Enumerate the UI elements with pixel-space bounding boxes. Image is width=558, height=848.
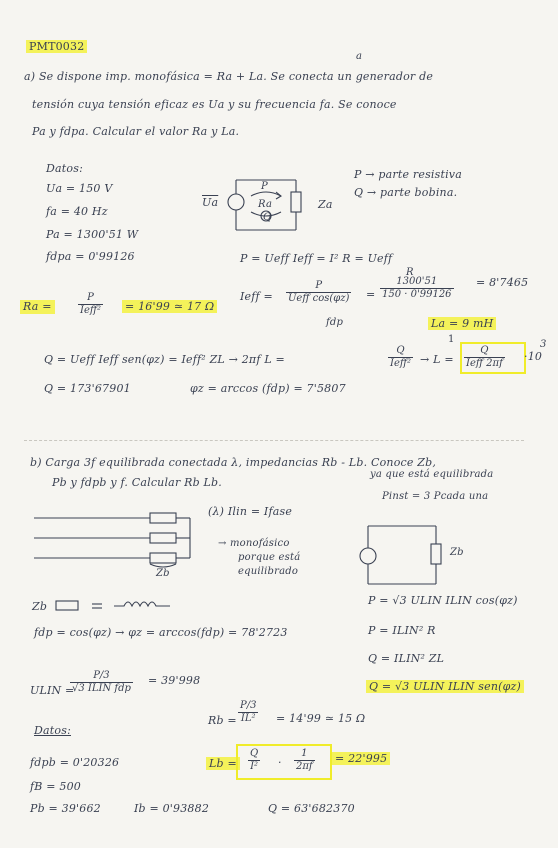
part-b-datos-title: Datos: xyxy=(34,724,71,737)
part-a-statement-line-3: Pa y fdpa. Calcular el valor Ra y La. xyxy=(32,125,240,138)
lb-highlight-box xyxy=(236,744,332,780)
datos-pa: Pa = 1300'51 W xyxy=(46,228,139,241)
part-b-note-equilibrada: ya que está equilibrada xyxy=(370,469,494,480)
ieff-numeric-denominator: 150 · 0'99126 xyxy=(382,289,452,300)
ib-value: Ib = 0'93882 xyxy=(134,802,210,815)
circuit-a-source-label: $\overline{Ua}$ xyxy=(202,196,219,209)
ieff-lhs: Ieff = xyxy=(240,290,273,303)
datos-ua: Ua = 150 V xyxy=(46,182,113,195)
phi-equation: φz = arccos (fdp) = 7'5807 xyxy=(190,382,346,395)
three-phase-load-diagram xyxy=(34,510,234,580)
q-denominator: Ieff² xyxy=(390,358,411,369)
rb-result: = 14'99 ≃ 15 Ω xyxy=(276,712,366,725)
lb-result: = 22'995 xyxy=(332,752,390,765)
q-equation: Q = Ueff Ieff sen(φz) = Ieff² ZL → 2πf L = xyxy=(44,353,285,366)
circuit-a-q-label: Q xyxy=(263,212,272,223)
equals-sign: = xyxy=(366,288,376,301)
part-a-datos-title: Datos: xyxy=(46,162,83,175)
datos-fdpa: fdpa = 0'99126 xyxy=(46,250,135,263)
section-separator xyxy=(24,440,524,441)
rb-numerator: P/3 xyxy=(240,700,257,711)
l-exponent-base: ·10 xyxy=(524,350,543,363)
circuit-a-p-label: P xyxy=(261,181,268,192)
p-i2r-equation: P = ILIN² R xyxy=(368,624,436,637)
rb-fraction xyxy=(238,700,258,725)
ieff-fraction xyxy=(286,280,351,305)
ra-denominator: Ieff² xyxy=(80,305,101,316)
ulin-numerator: P/3 xyxy=(70,670,133,683)
datos-pb: Pb = 39'662 xyxy=(30,802,101,815)
l-numerator: Q xyxy=(464,345,505,358)
q-over-ieff2-fraction xyxy=(388,345,413,370)
zb-symbol-graphic xyxy=(56,600,216,614)
circuit-b-diagram xyxy=(354,520,444,590)
la-result: La = 9 mH xyxy=(428,317,496,330)
q-total-equation: Q = √3 ULIN ILIN sen(φz) xyxy=(366,680,524,693)
monofasico-line-3: equilibrado xyxy=(238,566,299,577)
rb-lhs: Rb = xyxy=(208,714,237,727)
ra-numerator: P xyxy=(78,292,103,305)
l-mark: 1 xyxy=(448,334,455,345)
circuit-a-ra-label: Ra xyxy=(258,199,273,210)
q-value: Q = 173'67901 xyxy=(44,382,131,395)
part-a-statement-line-2: tensión cuya tensión eficaz es Ua y su frecuencia fa. Se conoce xyxy=(32,98,397,111)
note-p-resistiva: P → parte resistiva xyxy=(354,168,462,181)
l-denominator: Ieff 2πf xyxy=(466,358,503,369)
part-b-statement-line-2: Pb y fdpb y f. Calcular Rb Lb. xyxy=(52,476,222,489)
ieff-numerator: P xyxy=(286,280,351,293)
ra-result: = 16'99 ≃ 17 Ω xyxy=(122,300,217,313)
ulin-lhs: ULIN = xyxy=(30,684,75,697)
ieff-numeric-fraction xyxy=(380,276,454,301)
power-equation-denominator: R xyxy=(406,267,414,278)
circuit-b-load-label: Zb xyxy=(450,547,464,558)
l-lhs: → L = xyxy=(420,353,454,366)
iline-equation: (λ) Ilin = Ifase xyxy=(208,505,293,518)
monofasico-line-2: porque está xyxy=(238,552,301,563)
insertion-mark: a xyxy=(356,51,363,62)
l-exponent: 3 xyxy=(540,339,547,350)
three-phase-zb-label: Zb xyxy=(156,568,170,579)
lb-numerator-1: Q xyxy=(250,748,259,759)
ieff-numeric-numerator: 1300'51 xyxy=(380,276,454,289)
fdp-equation: fdp = cos(φz) → φz = arccos(fdp) = 78'2723 xyxy=(34,626,288,639)
zb-symbol-label: Zb xyxy=(32,600,48,613)
lb-numerator-2: 1 xyxy=(294,748,315,761)
ulin-result: = 39'998 xyxy=(148,674,201,687)
q-numerator: Q xyxy=(388,345,413,358)
lb-lhs: Lb = xyxy=(206,757,240,770)
p-total-equation: P = √3 ULIN ILIN cos(φz) xyxy=(368,594,518,607)
datos-fdpb: fdpb = 0'20326 xyxy=(30,756,120,769)
circuit-a-load-label: Za xyxy=(318,198,333,211)
power-equation: P = Ueff Ieff = I² R = Ueff xyxy=(240,252,393,265)
ieff-denominator: Ueff cos(φz) xyxy=(288,293,350,304)
part-b-note-pinst: Pinst = 3 Pcada una xyxy=(382,491,489,502)
note-q-bobina: Q → parte bobina. xyxy=(354,186,458,199)
rb-denominator: IL² xyxy=(240,713,256,724)
ieff-result: = 8'7465 xyxy=(476,276,529,289)
ra-lhs: Ra = xyxy=(20,300,55,314)
ulin-denominator: √3 ILIN fdp xyxy=(72,683,131,694)
monofasico-line-1: → monofásico xyxy=(218,538,290,549)
multiply-dot: · xyxy=(278,756,282,769)
q-i2zl-equation: Q = ILIN² ZL xyxy=(368,652,445,665)
lb-denominator-1: I² xyxy=(250,761,259,772)
part-a-statement-line-1: a) Se dispone imp. monofásica = Ra + La. Se conecta un generador de xyxy=(24,70,434,83)
part-b-q-value: Q = 63'682370 xyxy=(268,802,355,815)
ulin-fraction xyxy=(70,670,133,695)
ra-fraction xyxy=(78,292,103,317)
ieff-fdp-brace-label: fdp xyxy=(326,317,344,328)
datos-fb: fB = 500 xyxy=(30,780,81,793)
part-b-statement-line-1: b) Carga 3f equilibrada conectada λ, impedancias Rb - Lb. Conoce Zb, xyxy=(30,456,437,469)
page-code-label: PMT0032 xyxy=(26,40,87,53)
lb-denominator-2: 2πf xyxy=(296,761,313,772)
datos-fa: fa = 40 Hz xyxy=(46,205,108,218)
l-highlight-box xyxy=(460,342,526,374)
